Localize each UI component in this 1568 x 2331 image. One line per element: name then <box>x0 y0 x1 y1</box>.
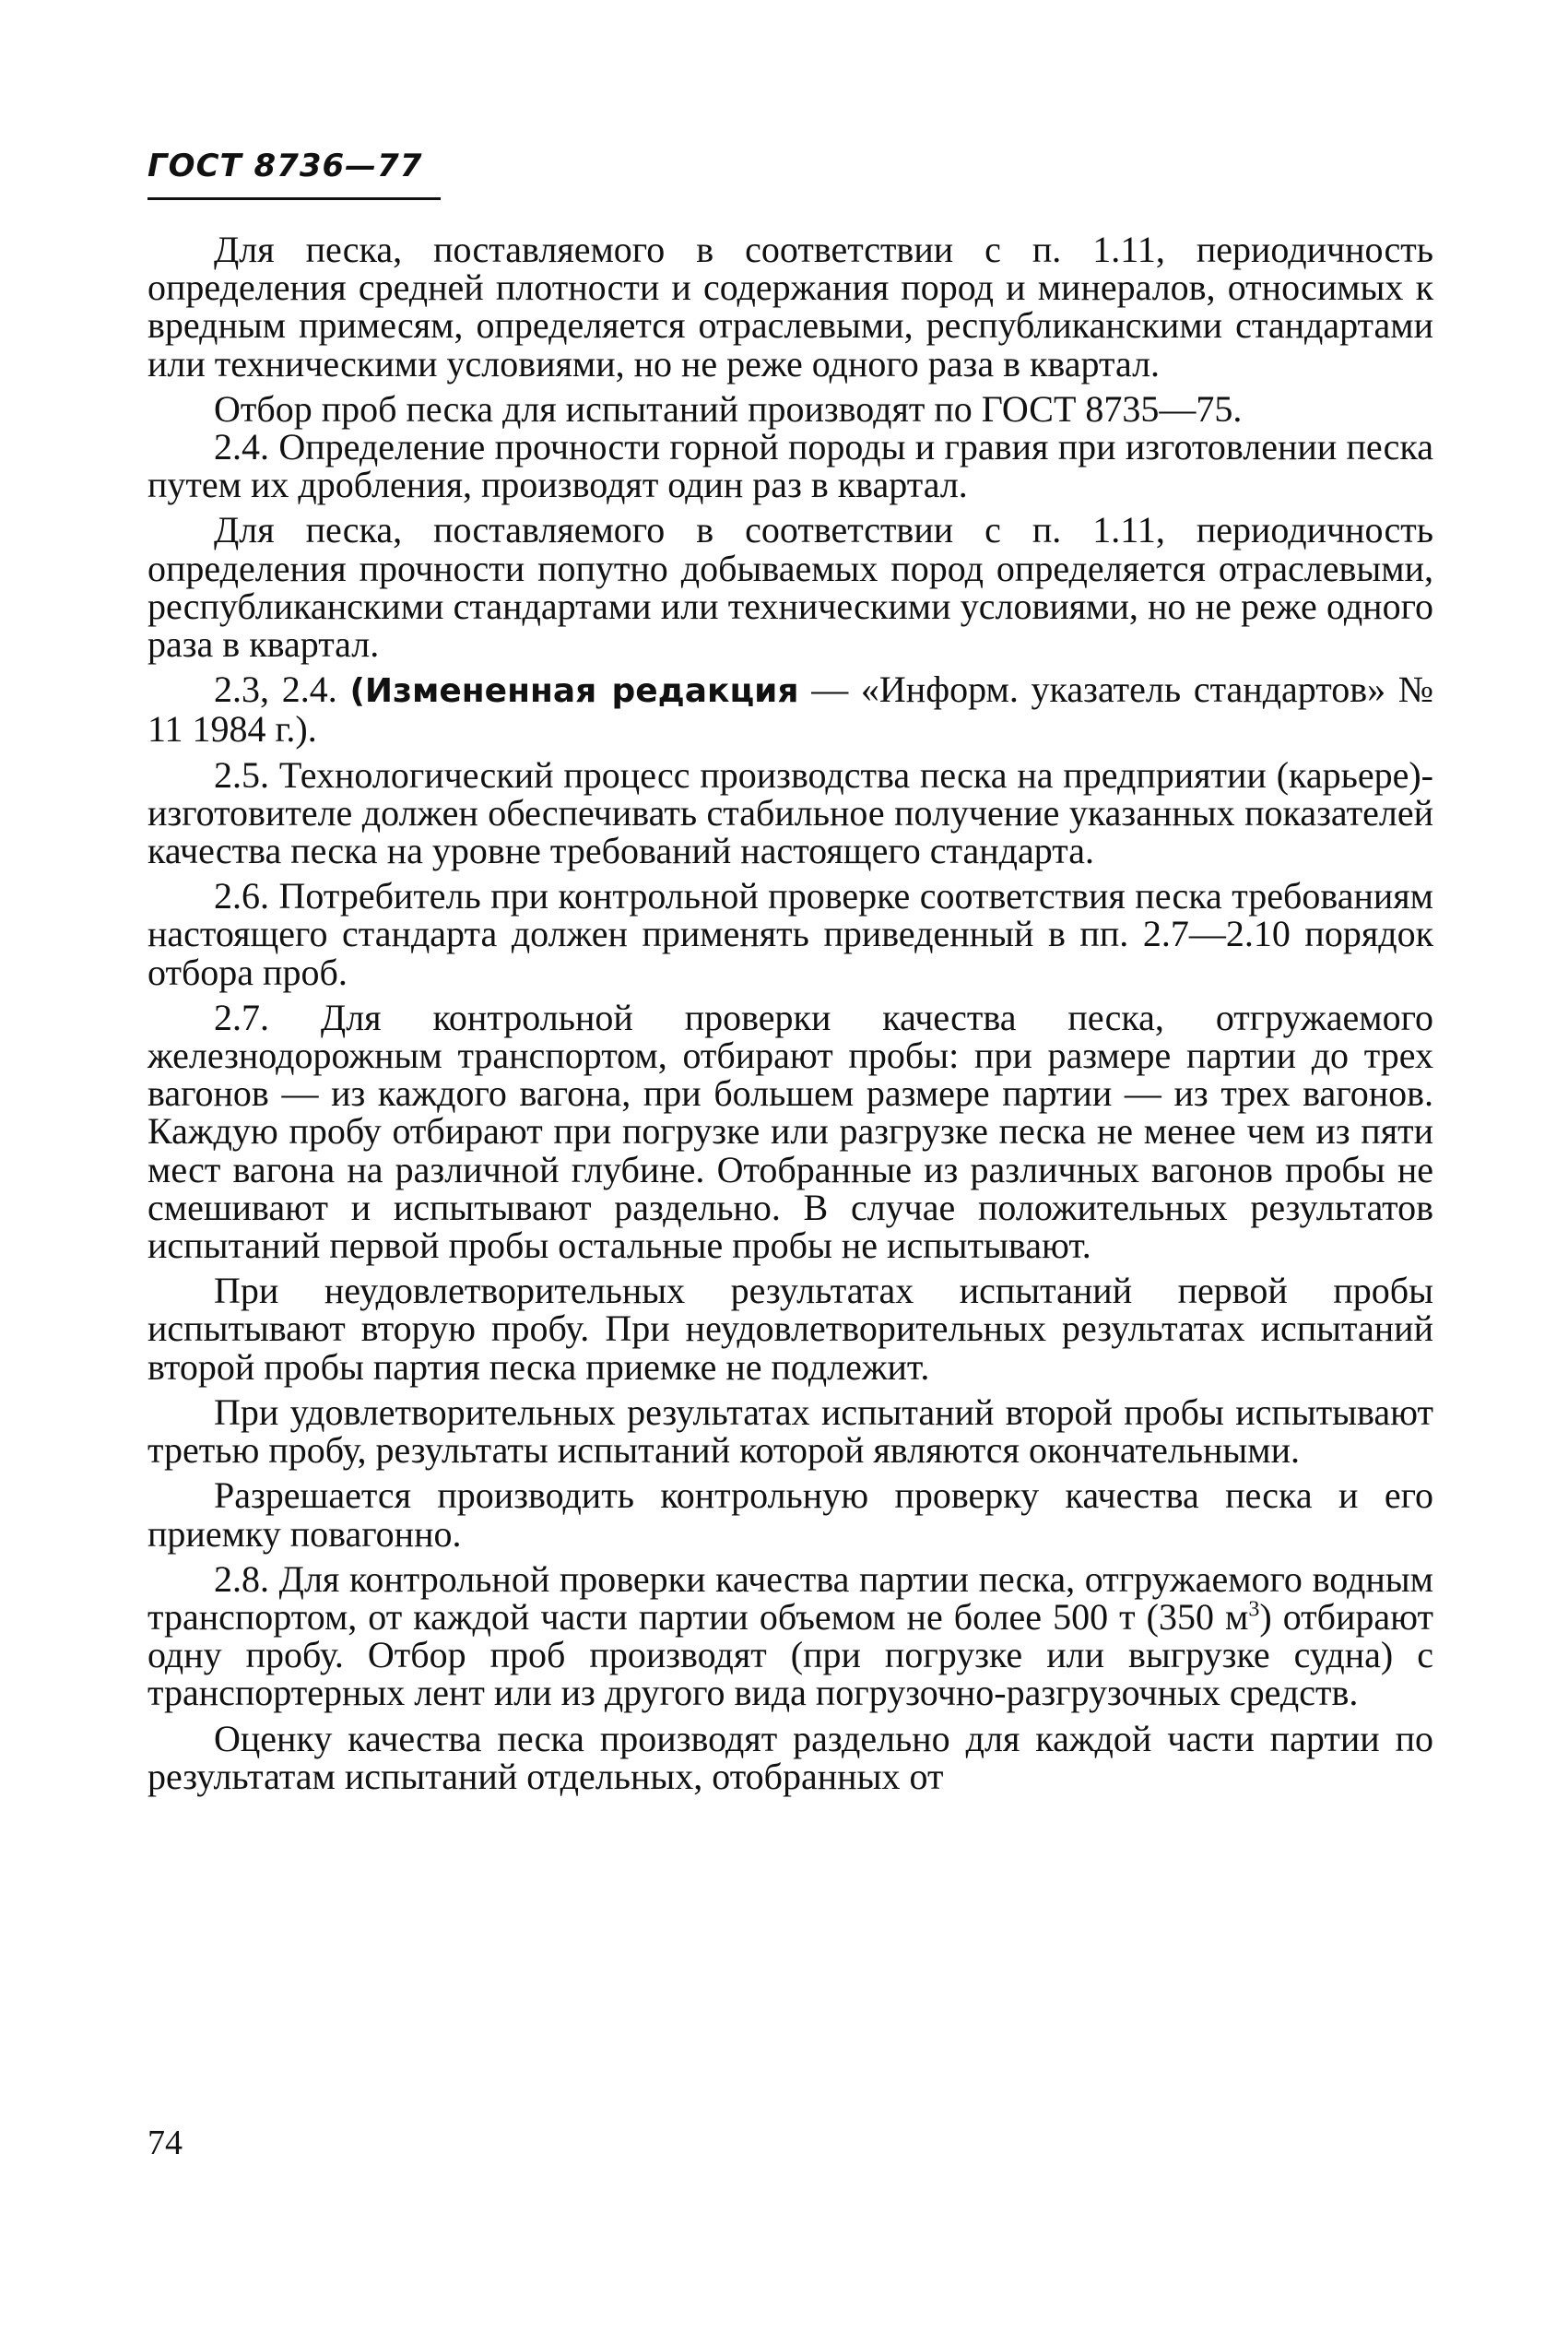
paragraph-2-8-after: ) отбирают одну пробу. Отбор проб производят (при погрузке или выгрузке судна) с транспортерных лент или из другого вида погрузочно-разгрузочных средств. <box>147 1595 1433 1714</box>
page-number: 74 <box>147 2124 183 2162</box>
superscript: 3 <box>1248 1597 1260 1622</box>
paragraph: Разрешается производить контрольную проверку качества песка и его приемку повагонно. <box>147 1474 1433 1555</box>
paragraph: Отбор проб песка для испытаний производят по ГОСТ 8735—75. <box>214 387 1243 430</box>
paragraph: 2.7. Для контрольной проверки качества песка, отгружаемого железнодорожным транспортом, отбирают пробы: при размере партии до трех вагонов — из каждого вагона, при большем размере партии — из трех вагонов. Каждую пробу отбирают при погрузке или разгрузке песка не менее чем из пяти мест вагона на различной глубине. Отобранные из различных вагонов пробы не смешивают и испытывают раздельно. В случае положительных результатов испытаний первой пробы остальные пробы не испытывают. <box>147 996 1433 1267</box>
amendment-bold: (Измененная редакция <box>349 672 799 711</box>
paragraph: 2.5. Технологический процесс производства песка на предприятии (карьере)-изготовителе должен обеспечивать стабильное получение указанных показателей качества песка на уровне требований настоящего стандарта. <box>147 753 1433 872</box>
paragraph-2-8-before: 2.8. Для контрольной проверки качества партии песка, отгружаемого водным транспортом, от каждой части партии объемом не более 500 т (350 м <box>147 1557 1433 1638</box>
paragraph: 2.6. Потребитель при контрольной проверке соответствия песка требованиям настоящего стандарта должен применять приведенный в пп. 2.7—2.10 порядок отбора проб. <box>147 875 1433 993</box>
body-text <box>147 231 1433 1795</box>
paragraph: Оценку качества песка производят раздельно для каждой части партии по результатам испытаний отдельных, отобранных от <box>147 1717 1433 1797</box>
paragraph: При удовлетворительных результатах испытаний второй пробы испытывают третью пробу, результаты испытаний которой являются окончательными. <box>147 1390 1433 1472</box>
header-rule <box>147 197 441 200</box>
paragraph: При неудовлетворительных результатах испытаний первой пробы испытывают вторую пробу. При неудовлетворительных результатах испытаний второй пробы партия песка приемке не подлежит. <box>147 1270 1433 1388</box>
amendment-prefix: 2.3, 2.4. <box>214 669 350 711</box>
paragraph: Для песка, поставляемого в соответствии с п. 1.11, периодичность определения прочности попутно добываемых пород определяется отраслевыми, республиканскими стандартами или техническими условиями, но не реже одного раза в квартал. <box>147 509 1433 666</box>
paragraph: 2.4. Определение прочности горной породы и гравия при изготовлении песка путем их дробления, производят один раз в квартал. <box>147 426 1433 506</box>
document-header: ГОСТ 8736—77 <box>147 148 423 184</box>
amendment-suffix: — «Информ. указатель стандартов» № 11 1984 г.). <box>147 669 1433 751</box>
amendment-note <box>147 669 1433 751</box>
paragraph-2-8 <box>147 1557 1433 1714</box>
paragraph: Для песка, поставляемого в соответствии с п. 1.11, периодичность определения средней плотности и содержания пород и минералов, относимых к вредным примесям, определяется отраслевыми, республиканскими стандартами или техническими условиями, но не реже одного раза в квартал. <box>147 229 1433 385</box>
